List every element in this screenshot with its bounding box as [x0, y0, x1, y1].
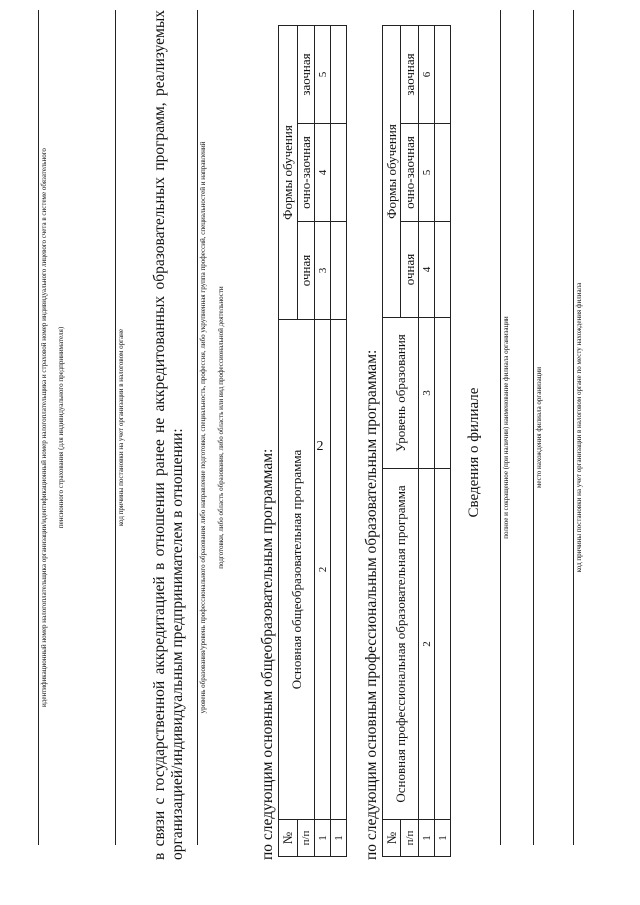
extramural-header: заочная	[298, 26, 315, 124]
program-header: Основная общеобразовательная программа	[279, 320, 315, 820]
full-time-cell	[331, 222, 347, 320]
row-number: 1	[331, 820, 347, 857]
num-header: №	[279, 820, 298, 857]
column-number: 2	[315, 320, 331, 820]
row-number: 1	[435, 820, 451, 857]
column-number: 6	[419, 26, 435, 124]
column-number: 2	[419, 469, 435, 820]
column-number: 3	[315, 222, 331, 320]
part-time-header: очно-заочная	[401, 124, 419, 222]
general-programs-table	[278, 25, 347, 857]
column-number: 5	[315, 26, 331, 124]
extramural-cell	[435, 26, 451, 124]
num-subheader: п/п	[298, 820, 315, 857]
level-header: Уровень образования	[383, 318, 419, 469]
full-time-header: очная	[298, 222, 315, 320]
full-time-cell	[435, 222, 451, 318]
column-number: 3	[419, 318, 435, 469]
branch-title: Сведения о филиале	[466, 387, 482, 518]
extramural-cell	[331, 26, 347, 124]
level-cell	[435, 318, 451, 469]
general-programs-title: по следующим основным общеобразовательным программам:	[259, 448, 276, 860]
forms-header: Формы обучения	[279, 26, 298, 320]
table-row	[435, 26, 451, 857]
num-header: №	[383, 820, 401, 857]
kpp-line	[115, 10, 116, 845]
column-number: 1	[419, 820, 435, 857]
column-number: 4	[315, 124, 331, 222]
intro-line-1: в связи с государственной аккредитацией в отношении ранее не аккредитованных образовательных программ, реализуемых	[151, 10, 168, 860]
column-number: 1	[315, 820, 331, 857]
column-number: 4	[419, 222, 435, 318]
column-number: 5	[419, 124, 435, 222]
part-time-cell	[331, 124, 347, 222]
professional-programs-title: по следующим основным профессиональным образовательным программам:	[363, 349, 380, 860]
inn-caption: идентификационный номер налогоплательщика организации/идентификационный номер налогоплательщика и страховой номер индивидуального лицевого счета в системе обязательного	[40, 148, 48, 707]
program-cell	[435, 469, 451, 820]
intro-caption-2: подготовки, либо область образования, либо область или вид профессиональной деятельности	[217, 286, 225, 569]
branch-address-line	[533, 10, 534, 845]
branch-kpp-caption: код причины постановки на учет организации в налоговом органе по месту нахождения филиала	[575, 282, 583, 573]
part-time-cell	[435, 124, 451, 222]
branch-address-caption: место нахождения филиала организации	[535, 366, 543, 489]
intro-field-line	[197, 10, 198, 845]
inn-caption-continued: пенсионного страхования (для индивидуального предпринимателя)	[57, 326, 65, 529]
program-header: Основная профессиональная образовательная программа	[383, 469, 419, 820]
branch-name-line	[500, 10, 501, 845]
professional-programs-table	[382, 25, 451, 857]
intro-caption-1: уровень образования/уровень профессионального образования либо направление подготовки, специальность, профессия, либо укрупненная группа профессий, специальностей и направлений	[199, 141, 207, 714]
intro-line-2: организацией/индивидуальным предпринимателем в отношении:	[169, 428, 186, 860]
forms-header: Формы обучения	[383, 26, 401, 318]
extramural-header: заочная	[401, 26, 419, 124]
branch-name-caption: полное и сокращенное (при наличии) наименование филиала организации	[502, 316, 510, 539]
page-number: 2	[316, 439, 324, 454]
full-time-header: очная	[401, 222, 419, 318]
inn-line	[38, 10, 39, 845]
part-time-header: очно-заочная	[298, 124, 315, 222]
table-row	[331, 26, 347, 857]
kpp-caption: код причины постановки на учет организации в налоговом органе	[117, 329, 125, 527]
branch-kpp-line	[573, 10, 574, 845]
program-cell	[331, 320, 347, 820]
num-subheader: п/п	[401, 820, 419, 857]
